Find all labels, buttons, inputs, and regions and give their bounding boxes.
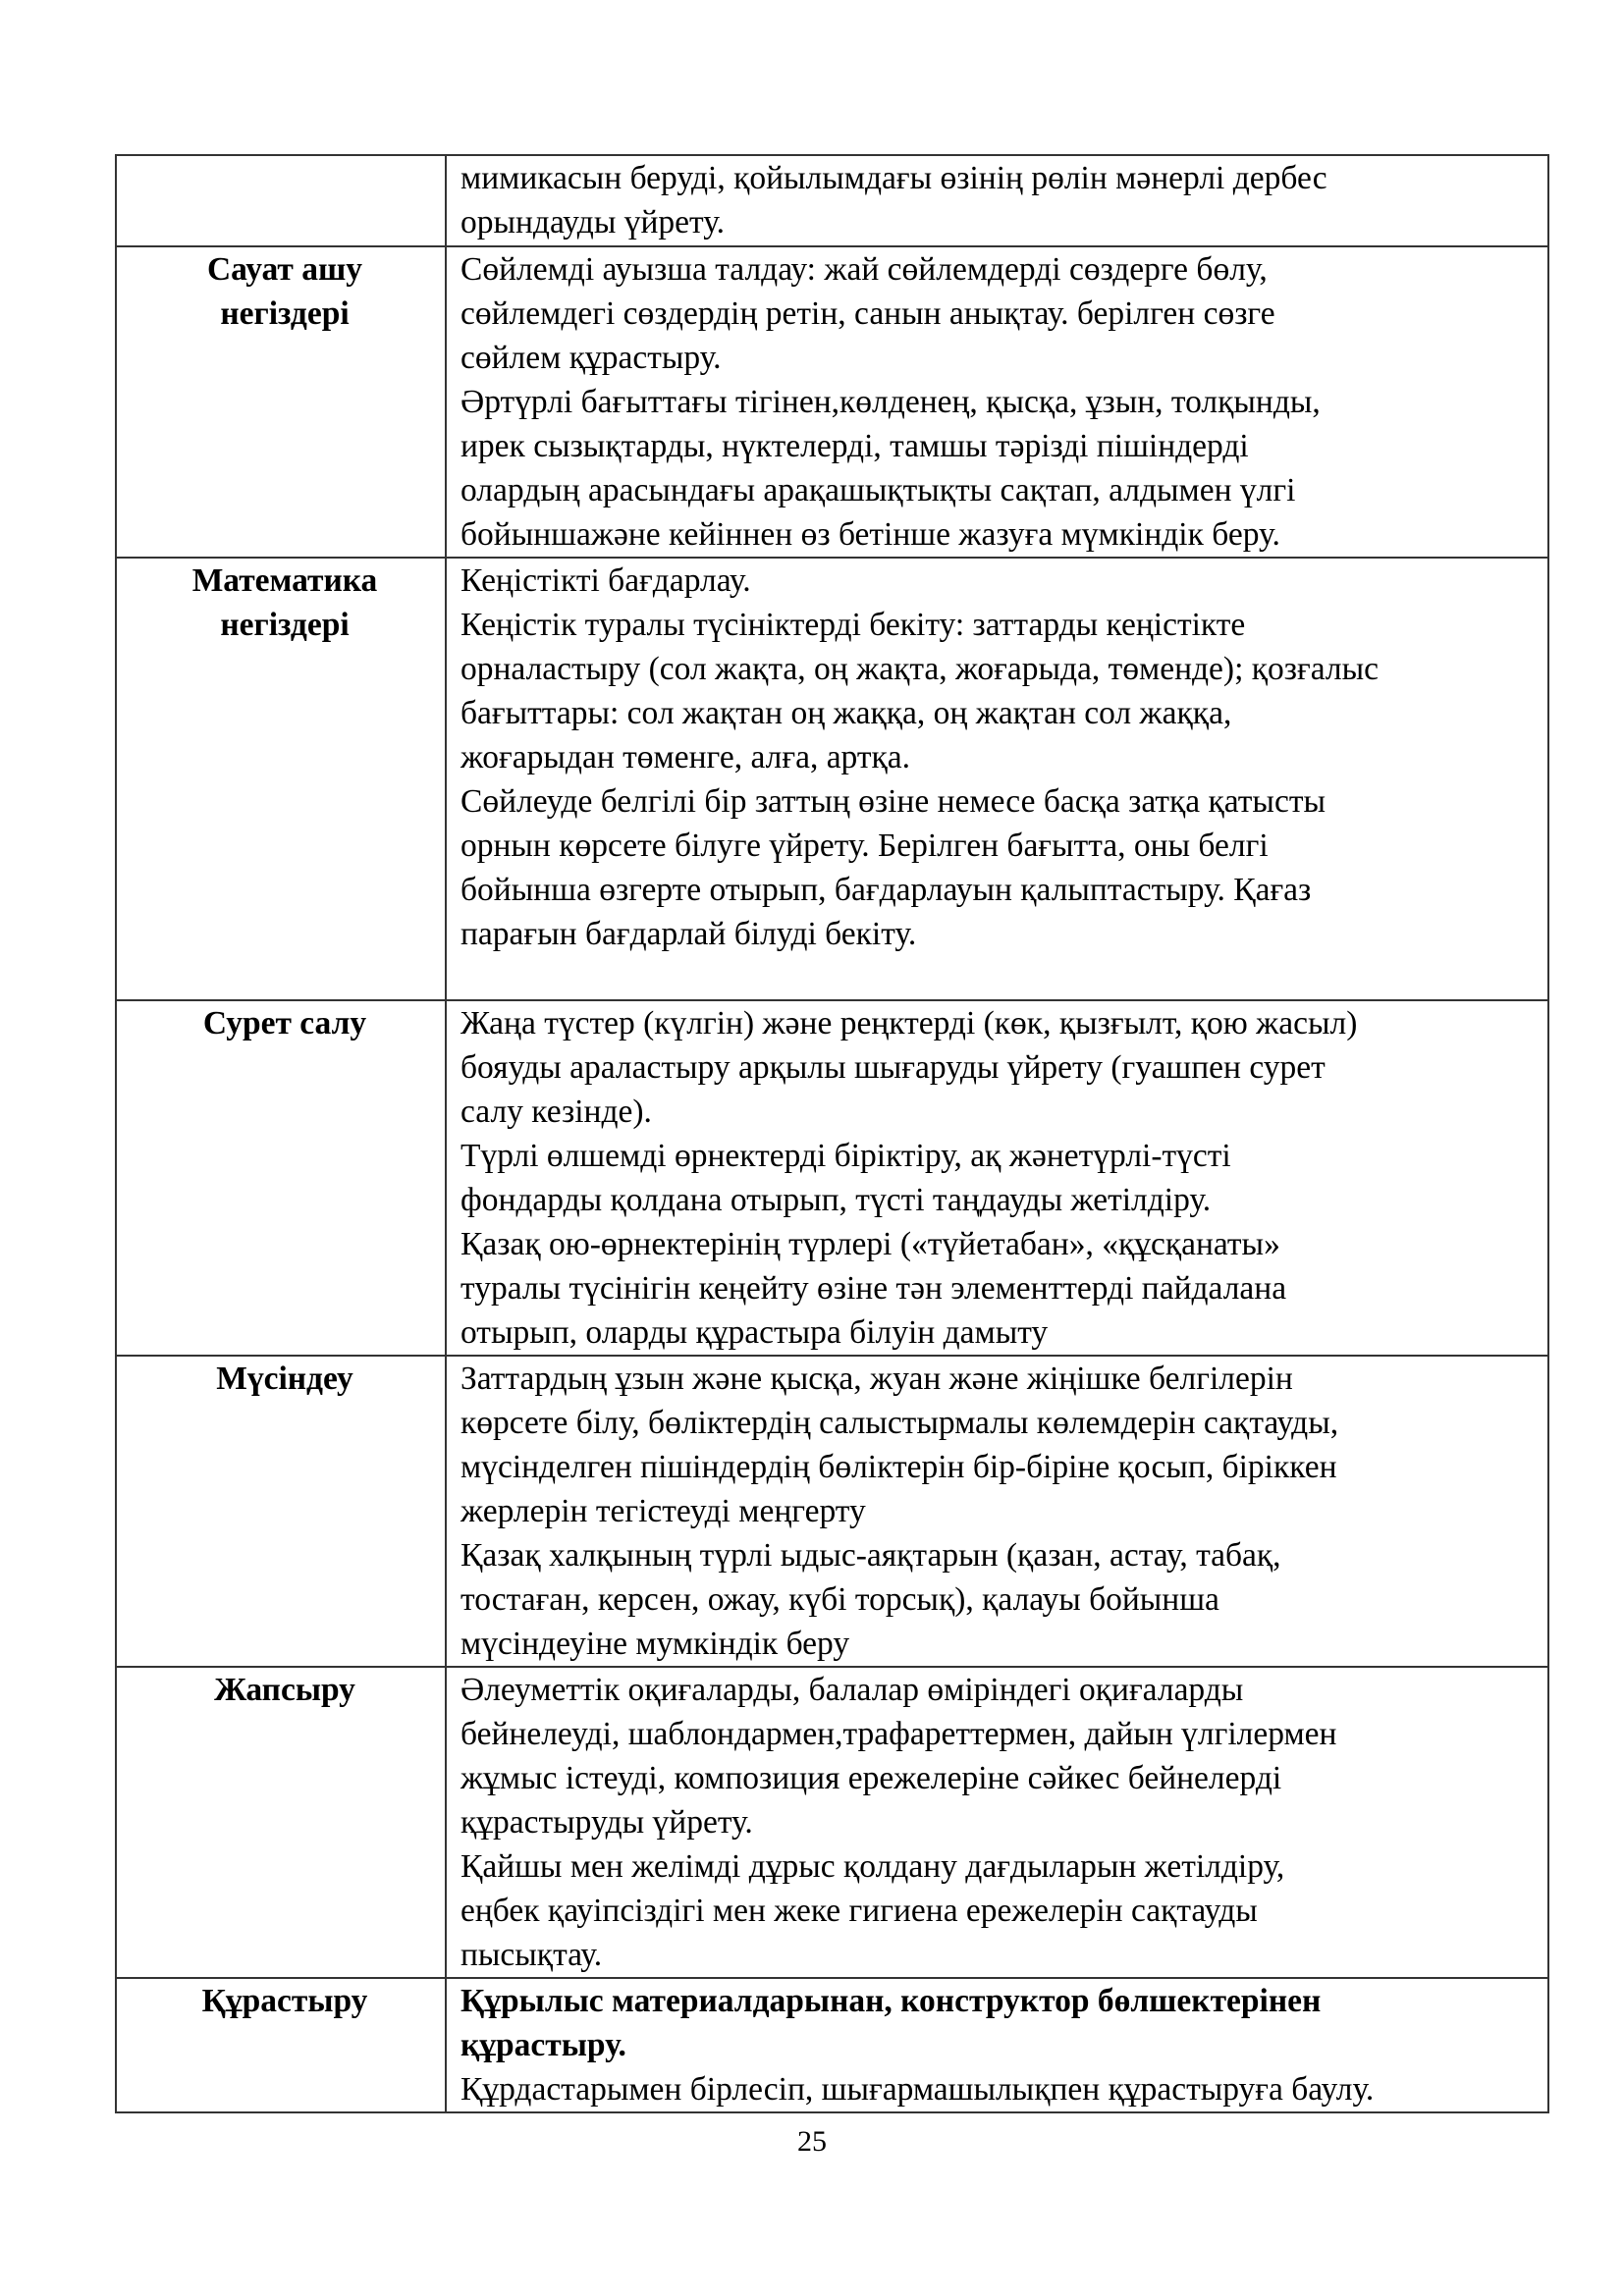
curriculum-table-body	[116, 155, 1548, 2112]
content-line: салу кезінде).	[460, 1094, 652, 1130]
table-row	[116, 246, 1548, 558]
content-line: жоғарыдан төменге, алға, артқа.	[460, 739, 911, 775]
content-line: пысықтау.	[460, 1937, 603, 1973]
subject-cell	[116, 155, 446, 246]
content-cell	[446, 1356, 1548, 1667]
table-row	[116, 1356, 1548, 1667]
content-line: сөйлемдегі сөздердің ретін, санын анықтау. берілген сөзге	[460, 295, 1275, 332]
content-line: олардың арасындағы арақашықтықты сақтап, алдымен үлгі	[460, 472, 1296, 508]
content-cell	[446, 558, 1548, 1000]
content-line: Құрылыс материалдарынан, конструктор бөлшектерінен	[460, 1983, 1322, 2019]
content-line: бағыттары: сол жақтан оң жаққа, оң жақтан сол жаққа,	[460, 695, 1232, 731]
subject-name: Жапсыру	[214, 1672, 355, 1708]
content-line: Сөйлеуде белгілі бір заттың өзіне немесе басқа затқа қатысты	[460, 783, 1326, 820]
content-line: фондарды қолдана отырып, түсті таңдауды жетілдіру.	[460, 1182, 1212, 1218]
content-line: Қазақ халқының түрлі ыдыс-аяқтарын (қазан, астау, табақ,	[460, 1537, 1281, 1574]
content-cell	[446, 1667, 1548, 1978]
subject-cell	[116, 1978, 446, 2112]
table-row	[116, 1000, 1548, 1356]
content-line: бойынша өзгерте отырып, бағдарлауын қалыптастыру. Қағаз	[460, 872, 1312, 908]
table-row	[116, 1978, 1548, 2112]
content-line: Кеңістікті бағдарлау.	[460, 562, 751, 599]
content-line: орналастыру (сол жақта, оң жақта, жоғарыда, төменде); қозғалыс	[460, 651, 1380, 687]
content-line: Әлеуметтік оқиғаларды, балалар өміріндегі оқиғаларды	[460, 1672, 1244, 1708]
subject-name: Сауат ашу негіздері	[206, 251, 363, 332]
content-line: Сөйлемді ауызша талдау: жай сөйлемдерді сөздерге бөлу,	[460, 251, 1268, 288]
content-cell	[446, 1000, 1548, 1356]
subject-name: Сурет салу	[202, 1005, 367, 1041]
content-line: тостаған, керсен, ожау, күбі торсық), қалауы бойынша	[460, 1581, 1219, 1618]
content-line: туралы түсінігін кеңейту өзіне тән элементтерді пайдалана	[460, 1270, 1287, 1307]
content-line: Жаңа түстер (күлгін) және реңктерді (көк, қызғылт, қою жасыл)	[460, 1005, 1358, 1041]
table-row	[116, 155, 1548, 246]
content-line: сөйлем құрастыру.	[460, 340, 722, 376]
content-line: отырып, оларды құрастыра білуін дамыту	[460, 1314, 1049, 1351]
subject-name: Мүсіндеу	[216, 1361, 353, 1397]
curriculum-table	[115, 154, 1549, 2113]
content-line: құрастыру.	[460, 2027, 626, 2063]
subject-cell	[116, 1000, 446, 1356]
content-line: Түрлі өлшемді өрнектерді біріктіру, ақ жәнетүрлі-түсті	[460, 1138, 1231, 1174]
subject-cell	[116, 246, 446, 558]
content-line: Қайшы мен желімді дұрыс қолдану дағдыларын жетілдіру,	[460, 1848, 1285, 1885]
content-line: мүсінделген пішіндердің бөліктерін бір-біріне қосып, біріккен	[460, 1449, 1337, 1485]
content-cell	[446, 246, 1548, 558]
content-cell	[446, 1978, 1548, 2112]
content-line: жерлерін тегістеуді меңгерту	[460, 1493, 866, 1529]
content-line: көрсете білу, бөліктердің салыстырмалы көлемдерін сақтауды,	[460, 1405, 1339, 1441]
content-line: орындауды үйрету.	[460, 204, 725, 240]
subject-cell	[116, 1667, 446, 1978]
subject-name: Математика негіздері	[191, 562, 378, 643]
content-line: бояуды араластыру арқылы шығаруды үйрету (гуашпен сурет	[460, 1049, 1326, 1086]
content-line: Кеңістік туралы түсініктерді бекіту: заттарды кеңістікте	[460, 607, 1246, 643]
subject-cell	[116, 558, 446, 1000]
content-line: ирек сызықтарды, нүктелерді, тамшы тәрізді пішіндерді	[460, 428, 1249, 464]
table-row	[116, 558, 1548, 1000]
table-row	[116, 1667, 1548, 1978]
content-cell	[446, 155, 1548, 246]
content-line: жұмыс істеуді, композиция ережелеріне сәйкес бейнелерді	[460, 1760, 1282, 1796]
content-line: мүсіндеуіне мумкіндік беру	[460, 1626, 850, 1662]
content-line: Қазақ ою-өрнектерінің түрлері («түйетабан», «құсқанаты»	[460, 1226, 1280, 1262]
content-line: парағын бағдарлай білуді бекіту.	[460, 916, 917, 952]
content-line: Құрдастарымен бірлесіп, шығармашылықпен құрастыруға баулу.	[460, 2071, 1375, 2108]
subject-name: Құрастыру	[201, 1983, 368, 2019]
content-line: мимикасын беруді, қойылымдағы өзінің рөлін мәнерлі дербес	[460, 160, 1327, 196]
content-line: бойыншажәне кейіннен өз бетінше жазуға мүмкіндік беру.	[460, 516, 1280, 553]
content-line: Заттардың ұзын және қысқа, жуан және жіңішке белгілерін	[460, 1361, 1293, 1397]
content-line: бейнелеуді, шаблондармен,трафареттермен, дайын үлгілермен	[460, 1716, 1337, 1752]
content-line: құрастыруды үйрету.	[460, 1804, 753, 1841]
page-number: 25	[797, 2125, 827, 2158]
content-line: еңбек қауіпсіздігі мен жеке гигиена ережелерін сақтауды	[460, 1893, 1258, 1929]
subject-cell	[116, 1356, 446, 1667]
content-line: орнын көрсете білуге үйрету. Берілген бағытта, оны белгі	[460, 828, 1269, 864]
content-line: Әртүрлі бағыттағы тігінен,көлденең, қысқа, ұзын, толқынды,	[460, 384, 1321, 420]
